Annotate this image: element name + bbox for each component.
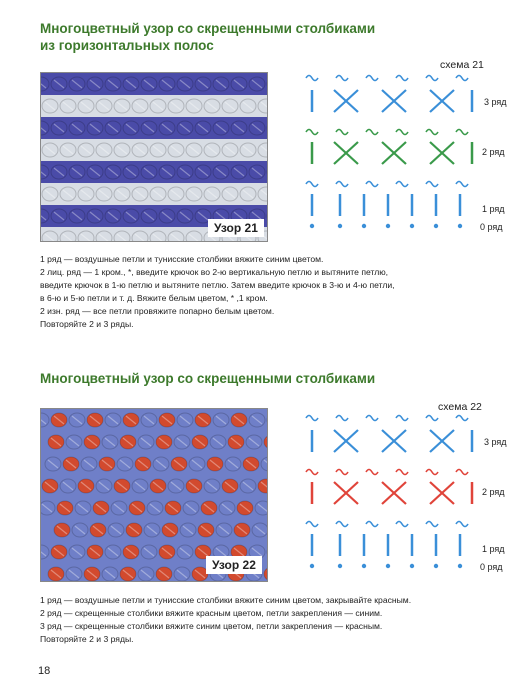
- pattern-21-photo: [40, 72, 268, 242]
- instruction-line: 1 ряд — воздушные петли и тунисские столбики вяжите синим цветом, закрывайте красным.: [40, 595, 412, 605]
- schema-22-row3-label: 3 ряд: [484, 437, 507, 447]
- chain-symbol: [366, 522, 378, 527]
- stitch: [42, 231, 58, 241]
- chain-symbol: [306, 416, 318, 421]
- instruction-line: 2 изн. ряд — все петли провяжите попарно белым цветом.: [40, 306, 275, 316]
- chain-symbol: [366, 470, 378, 475]
- chain-dot: [310, 224, 314, 228]
- stitch: [186, 231, 202, 241]
- chain-symbol: [366, 182, 378, 187]
- stitch: [60, 231, 76, 241]
- chain-symbol: [336, 470, 348, 475]
- instruction-line: введите крючок в 1-ю петлю и вытяните петлю. Затем введите крючок в 3-ю и 4-ю петли,: [40, 280, 395, 290]
- chain-symbol: [426, 130, 438, 135]
- chain-symbol: [456, 76, 468, 81]
- section-1-instructions: [40, 253, 395, 331]
- chain-symbol: [366, 76, 378, 81]
- chain-symbol: [366, 130, 378, 135]
- chain-symbol: [336, 130, 348, 135]
- instruction-line: 1 ряд — воздушные петли и тунисские столбики вяжите синим цветом.: [40, 254, 324, 264]
- section-2-title: [40, 370, 375, 387]
- stitch: [255, 501, 267, 515]
- chain-symbol: [396, 416, 408, 421]
- chain-symbol: [396, 76, 408, 81]
- chain-symbol: [456, 416, 468, 421]
- section-2-instructions: [40, 594, 411, 646]
- stitch: [132, 231, 148, 241]
- chain-symbol: [366, 416, 378, 421]
- schema-22-row0-label: 0 ряд: [480, 562, 503, 572]
- section-1-title-line1: Многоцветный узор со скрещенными столбиками: [40, 21, 376, 36]
- chain-symbol: [426, 522, 438, 527]
- stitch: [150, 231, 166, 241]
- chain-symbol: [306, 130, 318, 135]
- chain-symbol: [306, 470, 318, 475]
- instruction-line: в 6-ю и 5-ю петли и т. д. Вяжите белым цветом, * ,1 кром.: [40, 293, 268, 303]
- page-number: 18: [38, 665, 51, 677]
- chain-symbol: [456, 130, 468, 135]
- schema-21-label: схема 21: [440, 59, 484, 71]
- chain-dot: [386, 564, 390, 568]
- chain-dot: [362, 564, 366, 568]
- schema-21-diagram: [300, 70, 485, 235]
- chain-symbol: [306, 182, 318, 187]
- chain-dot: [386, 224, 390, 228]
- chain-symbol: [306, 522, 318, 527]
- chain-dot: [310, 564, 314, 568]
- chain-symbol: [396, 522, 408, 527]
- pattern-21-badge: Узор 21: [208, 219, 264, 237]
- chain-dot: [410, 224, 414, 228]
- stitch: [168, 231, 184, 241]
- instruction-line: 2 ряд — скрещенные столбики вяжите красным цветом, петли закрепления — синим.: [40, 608, 383, 618]
- chain-symbol: [456, 182, 468, 187]
- chain-symbol: [336, 182, 348, 187]
- chain-symbol: [336, 76, 348, 81]
- stitch: [78, 231, 94, 241]
- chain-dot: [338, 564, 342, 568]
- instruction-line: Повторяйте 2 и 3 ряды.: [40, 319, 134, 329]
- section-1-title-line2: из горизонтальных полос: [40, 38, 214, 53]
- pattern-22-badge: Узор 22: [206, 556, 262, 574]
- chain-symbol: [336, 416, 348, 421]
- chain-dot: [338, 224, 342, 228]
- chain-symbol: [396, 470, 408, 475]
- section-1-title: [40, 20, 375, 54]
- chain-dot: [434, 224, 438, 228]
- chain-symbol: [306, 76, 318, 81]
- chain-symbol: [396, 182, 408, 187]
- chain-symbol: [396, 130, 408, 135]
- chain-symbol: [426, 182, 438, 187]
- stitch: [41, 501, 55, 515]
- instruction-line: 2 лиц. ряд — 1 кром., *, введите крючок во 2-ю вертикальную петлю и вытяните петлю,: [40, 267, 389, 277]
- instruction-line: 3 ряд — скрещенные столбики вяжите синим цветом, петли закрепления — красным.: [40, 621, 383, 631]
- chain-dot: [458, 564, 462, 568]
- chain-dot: [434, 564, 438, 568]
- chain-symbol: [456, 522, 468, 527]
- schema-21-row1-label: 1 ряд: [482, 204, 505, 214]
- chain-symbol: [456, 470, 468, 475]
- schema-22-label: схема 22: [438, 401, 482, 413]
- chain-dot: [362, 224, 366, 228]
- chain-dot: [410, 564, 414, 568]
- instruction-line: Повторяйте 2 и 3 ряды.: [40, 634, 134, 644]
- schema-22-diagram: [300, 410, 485, 575]
- schema-21-row3-label: 3 ряд: [484, 97, 507, 107]
- schema-22-row1-label: 1 ряд: [482, 544, 505, 554]
- chain-dot: [458, 224, 462, 228]
- stitch: [114, 231, 130, 241]
- chain-symbol: [426, 470, 438, 475]
- chain-symbol: [426, 416, 438, 421]
- chain-symbol: [336, 522, 348, 527]
- schema-21-row2-label: 2 ряд: [482, 147, 505, 157]
- section-2-title-line1: Многоцветный узор со скрещенными столбиками: [40, 371, 376, 386]
- schema-22-row2-label: 2 ряд: [482, 487, 505, 497]
- schema-21-row0-label: 0 ряд: [480, 222, 503, 232]
- stitch: [96, 231, 112, 241]
- chain-symbol: [426, 76, 438, 81]
